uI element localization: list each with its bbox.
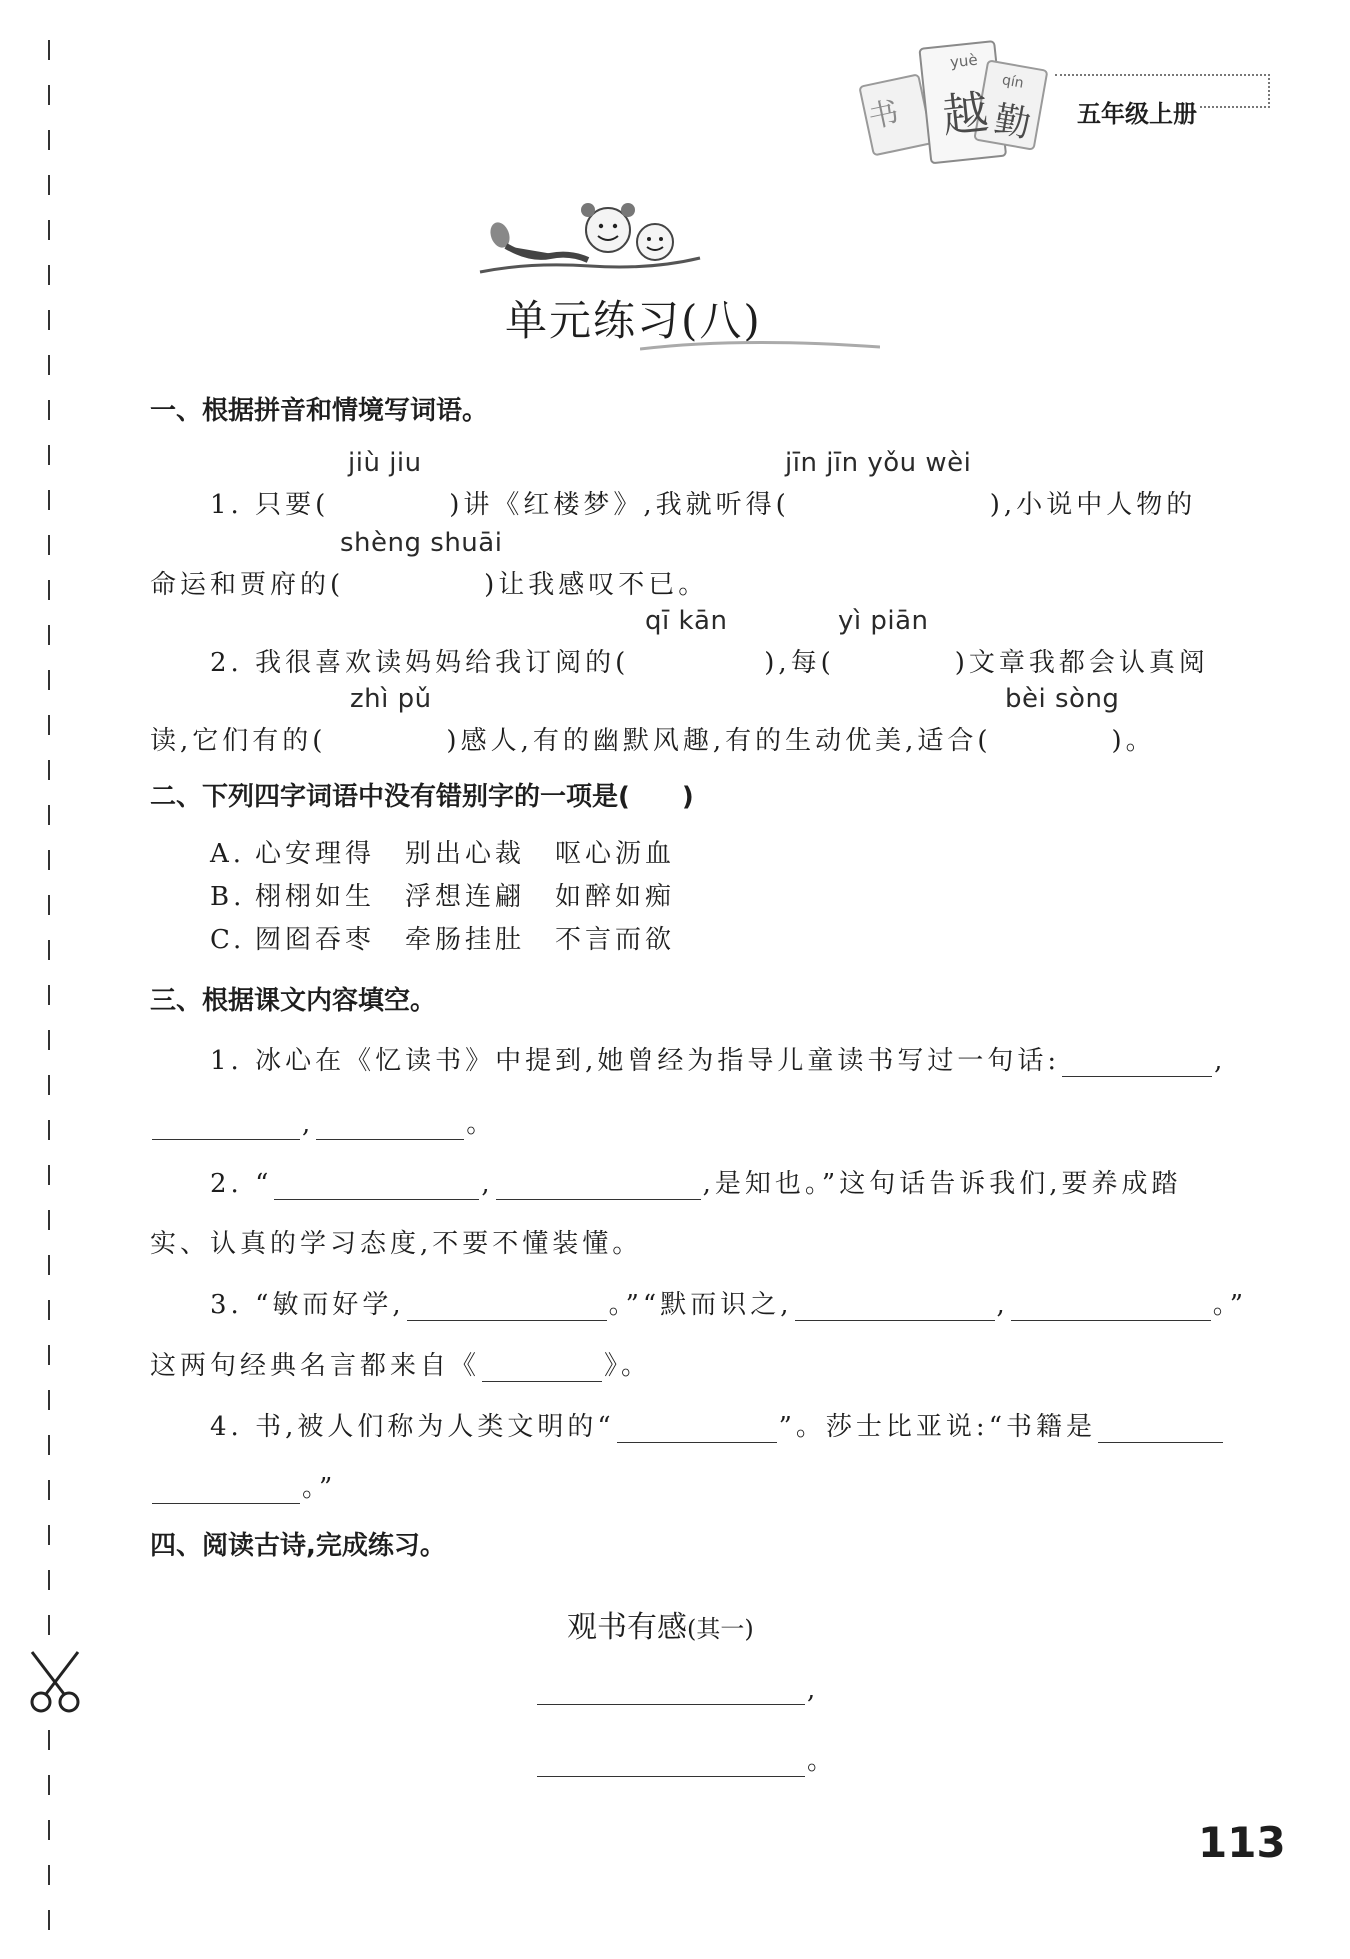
section1-heading: 一、根据拼音和情境写词语。 bbox=[150, 396, 489, 426]
pinyin-zhipu: zhì pǔ bbox=[350, 684, 432, 714]
q2-line2-c: )。 bbox=[1111, 726, 1156, 756]
s3-q4-line2 bbox=[150, 1467, 336, 1504]
s3-q3-blank-1[interactable] bbox=[407, 1294, 607, 1321]
option-b-letter: B. bbox=[210, 882, 246, 912]
poem-title-text: 观书有感 bbox=[567, 1610, 687, 1645]
poem-blank-2[interactable] bbox=[537, 1750, 805, 1777]
q1-line2 bbox=[150, 564, 708, 601]
option-b[interactable] bbox=[210, 876, 675, 913]
section2-heading bbox=[150, 776, 694, 813]
s3-q2-comma: , bbox=[481, 1169, 494, 1199]
s3-q4-blank-1[interactable] bbox=[617, 1416, 777, 1443]
s3-q2-blank-1[interactable] bbox=[274, 1173, 479, 1200]
s3-q1-period: 。 bbox=[466, 1109, 497, 1139]
pinyin-yipian: yì piān bbox=[838, 606, 929, 636]
pinyin-qikan: qī kān bbox=[645, 606, 728, 636]
s3-q4-blank-2[interactable] bbox=[1098, 1416, 1223, 1443]
q2-line1 bbox=[210, 642, 1209, 679]
option-a-word-2: 别出心裁 bbox=[405, 839, 526, 869]
option-a-word-1: 心安理得 bbox=[255, 839, 376, 869]
s3-q2-line1 bbox=[210, 1163, 1181, 1200]
option-c[interactable] bbox=[210, 919, 675, 956]
s3-q3-blank-2[interactable] bbox=[795, 1294, 995, 1321]
section2-heading-text: 二、下列四字词语中没有错别字的一项是( bbox=[150, 782, 630, 812]
s3-q1-line2 bbox=[150, 1103, 496, 1140]
option-a-letter: A. bbox=[210, 839, 246, 869]
pinyin-beisong: bèi sòng bbox=[1005, 684, 1120, 714]
option-c-word-1: 囫囵吞枣 bbox=[255, 925, 376, 955]
q1-line2-b: )让我感叹不已。 bbox=[484, 570, 709, 600]
option-b-word-1: 栩栩如生 bbox=[255, 882, 376, 912]
s3-q2-a: 2. “ bbox=[210, 1169, 273, 1199]
s3-q1-comma-2: , bbox=[302, 1109, 315, 1139]
s3-q4-b: ”。莎士比亚说:“书籍是 bbox=[778, 1412, 1096, 1442]
poem-period: 。 bbox=[807, 1746, 838, 1776]
q2-line2-a: 读,它们有的( bbox=[150, 726, 327, 756]
s3-q1-comma: , bbox=[1214, 1046, 1227, 1076]
s3-q3-a: 3. “敏而好学, bbox=[210, 1290, 405, 1320]
s3-q3-blank-3[interactable] bbox=[1011, 1294, 1211, 1321]
s3-q4-blank-3[interactable] bbox=[152, 1477, 300, 1504]
s3-q4-line1 bbox=[210, 1406, 1225, 1443]
kids-illustration bbox=[470, 190, 710, 290]
s3-q3-line2-a: 这两句经典名言都来自《 bbox=[150, 1351, 481, 1381]
s3-q3-comma: , bbox=[996, 1290, 1009, 1320]
grade-label: 五年级上册 bbox=[1077, 100, 1197, 128]
q2-line2-b: )感人,有的幽默风趣,有的生动优美,适合( bbox=[446, 726, 992, 756]
s3-q2-line2: 实、认真的学习态度,不要不懂装懂。 bbox=[150, 1229, 643, 1259]
pinyin-jinjinyouwei: jīn jīn yǒu wèi bbox=[785, 448, 972, 478]
scissors-icon bbox=[26, 1650, 84, 1716]
q2-line1-c: )文章我都会认真阅 bbox=[954, 648, 1209, 678]
poem-title bbox=[567, 1602, 754, 1646]
s3-q3-c: 。” bbox=[1212, 1290, 1248, 1320]
header-rule-right bbox=[1268, 74, 1270, 108]
s3-q3-blank-4[interactable] bbox=[482, 1355, 602, 1382]
header-rule bbox=[1055, 74, 1270, 76]
s3-q4-a: 4. 书,被人们称为人类文明的“ bbox=[210, 1412, 615, 1442]
s3-q1-line1 bbox=[210, 1040, 1226, 1077]
s3-q1-blank-2[interactable] bbox=[152, 1113, 300, 1140]
logo-pinyin-2: qín bbox=[1000, 72, 1025, 92]
header-rule-bottom bbox=[1200, 106, 1270, 108]
poem-line-2 bbox=[535, 1740, 837, 1777]
s3-q1-blank-1[interactable] bbox=[1062, 1050, 1212, 1077]
q1-line1 bbox=[210, 484, 1196, 521]
section2-heading-end: ) bbox=[681, 782, 694, 812]
s3-q3-line2-b: 》。 bbox=[604, 1351, 652, 1381]
logo-pinyin-1: yuè bbox=[949, 50, 979, 72]
title-swoosh bbox=[640, 335, 880, 355]
s3-q3-b: 。”“默而识之, bbox=[608, 1290, 793, 1320]
poem-blank-1[interactable] bbox=[537, 1678, 805, 1705]
q1-line1-c: ),小说中人物的 bbox=[989, 490, 1197, 520]
q1-line1-a: 1. 只要( bbox=[210, 490, 330, 520]
option-c-word-3: 不言而欲 bbox=[555, 925, 676, 955]
page-title: 单元练习(八) bbox=[505, 296, 762, 345]
s3-q1-text: 1. 冰心在《忆读书》中提到,她曾经为指导儿童读书写过一句话: bbox=[210, 1046, 1061, 1076]
pinyin-jiujiu: jiù jiu bbox=[348, 448, 422, 478]
s3-q2-blank-2[interactable] bbox=[496, 1173, 701, 1200]
q2-line1-b: ),每( bbox=[764, 648, 835, 678]
option-b-word-3: 如醉如痴 bbox=[555, 882, 676, 912]
q2-line1-a: 2. 我很喜欢读妈妈给我订阅的( bbox=[210, 648, 630, 678]
option-a[interactable] bbox=[210, 833, 675, 870]
q1-line2-a: 命运和贾府的( bbox=[150, 570, 345, 600]
header-logo bbox=[850, 30, 1050, 170]
option-b-word-2: 浮想连翩 bbox=[405, 882, 526, 912]
s3-q3-line2 bbox=[150, 1345, 651, 1382]
page-number: 113 bbox=[1198, 1818, 1286, 1867]
option-c-letter: C. bbox=[210, 925, 246, 955]
poem-title-sub: (其一) bbox=[687, 1615, 754, 1643]
q1-line1-b: )讲《红楼梦》,我就听得( bbox=[449, 490, 790, 520]
s3-q1-blank-3[interactable] bbox=[316, 1113, 464, 1140]
q2-line2 bbox=[150, 720, 1156, 757]
section3-heading: 三、根据课文内容填空。 bbox=[150, 986, 437, 1016]
poem-line-1 bbox=[535, 1675, 819, 1705]
s3-q3-line1 bbox=[210, 1284, 1247, 1321]
logo-char-1: 书 bbox=[865, 95, 903, 136]
logo-char-2: 越 bbox=[939, 84, 992, 144]
logo-char-3: 勤 bbox=[991, 99, 1034, 146]
section4-heading: 四、阅读古诗,完成练习。 bbox=[150, 1531, 446, 1561]
s3-q2-b: ,是知也。”这句话告诉我们,要养成踏 bbox=[702, 1169, 1182, 1199]
poem-comma: , bbox=[807, 1675, 820, 1705]
option-a-word-3: 呕心沥血 bbox=[555, 839, 676, 869]
pinyin-shengshuai: shèng shuāi bbox=[340, 528, 503, 558]
option-c-word-2: 牵肠挂肚 bbox=[405, 925, 526, 955]
s3-q4-end: 。” bbox=[302, 1473, 337, 1503]
